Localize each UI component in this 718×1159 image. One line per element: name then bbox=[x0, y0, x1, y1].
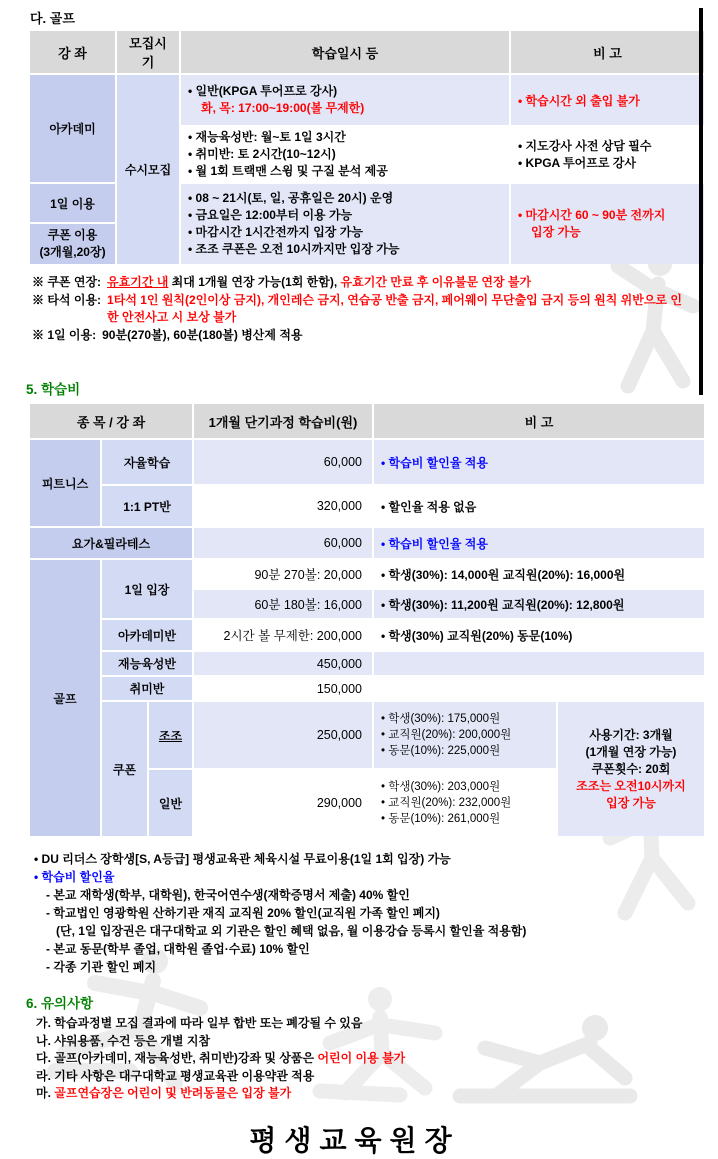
cell-price: 250,000 bbox=[194, 702, 372, 768]
cell-remark: • 학생(30%): 14,000원 교직원(20%): 16,000원 bbox=[374, 560, 704, 588]
cell-line: 입장 가능 bbox=[531, 225, 581, 239]
table-header-row bbox=[30, 404, 704, 438]
cell-line: • 08 ~ 21시(토, 일, 공휴일은 20시) 운영 bbox=[188, 191, 394, 205]
section-6-title: 6. 유의사항 bbox=[26, 996, 94, 1011]
cell-remark: • 할인율 적용 없음 bbox=[374, 486, 704, 526]
cell-line: 조조 bbox=[158, 728, 183, 743]
cell-line: • 금요일은 12:00부터 이용 가능 bbox=[188, 208, 353, 222]
header-course: 강 좌 bbox=[30, 31, 115, 73]
cell-course-hobby-class: 취미반 bbox=[102, 677, 192, 700]
note-part: 유효기간 내 bbox=[107, 275, 169, 289]
cell-schedule-general bbox=[181, 75, 509, 125]
cell-schedule-classes bbox=[181, 127, 509, 182]
cell-line: 화, 목: 17:00~19:00(볼 무제한) bbox=[201, 101, 365, 115]
note-coupon-extension bbox=[32, 274, 709, 291]
golf-notes bbox=[32, 274, 709, 344]
note-label: ※ 쿠폰 연장: bbox=[32, 275, 102, 289]
list-item: 가. 학습과정별 모집 결과에 따라 일부 합반 또는 폐강될 수 있음 bbox=[36, 1016, 363, 1030]
cell-remark-closing bbox=[511, 184, 704, 264]
cell-line: • 학생(30%): 203,000원 bbox=[381, 781, 501, 793]
note-booth-use bbox=[32, 292, 709, 326]
header-category: 종 목 / 강 좌 bbox=[30, 404, 192, 438]
cell-line: • 동문(10%): 225,000원 bbox=[381, 745, 501, 757]
header-remarks: 비 고 bbox=[374, 404, 704, 438]
note-part: 최대 1개월 연장 가능(1회 한함), bbox=[168, 275, 341, 289]
cell-recruit-anytime: 수시모집 bbox=[117, 75, 179, 264]
cell-remark: • 학생(30%): 11,200원 교직원(20%): 12,800원 bbox=[374, 590, 704, 618]
table-row bbox=[30, 560, 704, 588]
golf-schedule-table bbox=[28, 29, 706, 266]
table-row bbox=[30, 620, 704, 650]
cell-line: • 동문(10%): 261,000원 bbox=[381, 813, 501, 825]
list-item: (단, 1일 입장권은 대구대학교 외 기관은 할인 혜택 없음, 월 이용강습 등록시 할인율 적용함) bbox=[56, 924, 527, 938]
cell-line: • 지도강사 사전 상담 필수 bbox=[518, 138, 652, 153]
cell-line: • 마감시간 1시간전까지 입장 가능 bbox=[188, 225, 363, 239]
cell-line: • 교직원(20%): 200,000원 bbox=[381, 729, 512, 741]
section-5-title: 5. 학습비 bbox=[26, 382, 81, 397]
cell-category-fitness: 피트니스 bbox=[30, 440, 100, 526]
list-item: 라. 기타 사항은 대구대학교 평생교육관 이용약관 적용 bbox=[36, 1068, 315, 1083]
cell-price: 320,000 bbox=[194, 486, 372, 526]
cell-remark: • 학생(30%) 교직원(20%) 동문(10%) bbox=[374, 620, 704, 650]
cell-line: • 재능육성반: 월~토 1일 3시간 bbox=[188, 130, 346, 144]
cell-line: • 일반(KPGA 투어프로 강사) bbox=[188, 84, 338, 98]
discount-list bbox=[34, 850, 709, 976]
page-edge-line bbox=[699, 8, 703, 395]
cell-line: 입장 가능 bbox=[606, 795, 656, 810]
list-item: • 학습비 할인율 bbox=[34, 870, 115, 884]
cell-line: • 학생(30%): 175,000원 bbox=[381, 713, 501, 725]
table-row bbox=[30, 702, 704, 768]
list-item bbox=[36, 1085, 709, 1103]
notice-part: 골프연습장은 어린이 및 반려동물은 입장 불가 bbox=[54, 1086, 292, 1100]
cell-remark-discounts bbox=[374, 770, 556, 836]
list-item: - 본교 동문(학부 졸업, 대학원 졸업·수료) 10% 할인 bbox=[46, 942, 310, 956]
cell-price: 60,000 bbox=[194, 440, 372, 484]
note-label: ※ 타석 이용: bbox=[32, 293, 102, 307]
cell-schedule-hours bbox=[181, 184, 509, 264]
list-item: - 각종 기관 할인 폐지 bbox=[46, 960, 157, 974]
header-remarks: 비 고 bbox=[511, 31, 704, 73]
cell-coupon-usage bbox=[558, 702, 704, 836]
cell-line: 사용기간: 3개월 bbox=[589, 727, 673, 742]
cell-course-academy: 아카데미 bbox=[30, 75, 115, 182]
note-day-use bbox=[32, 327, 709, 344]
page bbox=[0, 8, 709, 1156]
table-header-row bbox=[30, 31, 704, 73]
table-row bbox=[30, 75, 704, 125]
header-tuition: 1개월 단기과정 학습비(원) bbox=[194, 404, 372, 438]
note-label: ※ 1일 이용: bbox=[32, 328, 97, 342]
note-text bbox=[107, 274, 682, 291]
cell-price: 290,000 bbox=[194, 770, 372, 836]
cell-line: 쿠폰횟수: 20회 bbox=[591, 761, 671, 776]
cell-remark: • 학습비 할인율 적용 bbox=[374, 528, 704, 558]
cell-course-coupon-use bbox=[30, 224, 115, 264]
table-row bbox=[30, 652, 704, 675]
cell-course-coupon: 쿠폰 bbox=[102, 702, 147, 836]
notice-part: 어린이 이용 불가 bbox=[317, 1051, 406, 1065]
section-c-title: 다. 골프 bbox=[30, 11, 75, 26]
header-schedule: 학습일시 등 bbox=[181, 31, 509, 73]
note-text: 90분(270볼), 60분(180볼) 병산제 적용 bbox=[102, 328, 303, 342]
cell-remark bbox=[374, 652, 704, 675]
table-row bbox=[30, 528, 704, 558]
list-item: 나. 샤워용품, 수건 등은 개별 지참 bbox=[36, 1033, 211, 1048]
cell-price: 60분 180볼: 16,000 bbox=[194, 590, 372, 618]
cell-course-early bbox=[149, 702, 192, 768]
cell-course-self-study: 자율학습 bbox=[102, 440, 192, 484]
cell-remark-instructor bbox=[511, 127, 704, 182]
director-title: 평생교육원장 bbox=[249, 1124, 460, 1156]
notice-part: 다. 골프(아카데미, 재능육성반, 취미반)강좌 및 상품은 bbox=[36, 1051, 318, 1065]
table-row bbox=[30, 677, 704, 700]
notice-part: 마. bbox=[36, 1086, 55, 1100]
cell-remark: • 학습비 할인율 적용 bbox=[374, 440, 704, 484]
cell-course-day-entry: 1일 입장 bbox=[102, 560, 192, 618]
table-row bbox=[30, 486, 704, 526]
cell-line: • 취미반: 토 2시간(10~12시) bbox=[188, 147, 336, 161]
cell-line: 쿠폰 이용 bbox=[47, 228, 98, 242]
cell-line: • 마감시간 60 ~ 90분 전까지 bbox=[518, 208, 666, 222]
list-item: • DU 리더스 장학생[S, A등급] 평생교육관 체육시설 무료이용(1일 1회 입장) 가능 bbox=[34, 852, 451, 866]
cell-remark bbox=[374, 677, 704, 700]
cell-remark-discounts bbox=[374, 702, 556, 768]
cell-price: 150,000 bbox=[194, 677, 372, 700]
cell-line: • KPGA 투어프로 강사 bbox=[518, 155, 636, 170]
cell-price: 2시간 볼 무제한: 200,000 bbox=[194, 620, 372, 650]
cell-line: • 교직원(20%): 232,000원 bbox=[381, 797, 512, 809]
cell-price: 90분 270볼: 20,000 bbox=[194, 560, 372, 588]
cell-line: 조조는 오전10시까지 bbox=[576, 778, 686, 793]
cell-remark-no-entry: • 학습시간 외 출입 불가 bbox=[511, 75, 704, 125]
tuition-table bbox=[28, 402, 706, 838]
list-item: - 학교법인 영광학원 산하기관 재직 교직원 20% 할인(교직원 가족 할인 폐지) bbox=[46, 906, 440, 920]
cell-course-pt: 1:1 PT반 bbox=[102, 486, 192, 526]
cell-line: • 월 1회 트랙맨 스윙 및 구질 분석 제공 bbox=[188, 164, 388, 178]
cell-category-golf: 골프 bbox=[30, 560, 100, 836]
cell-line: (1개월 연장 가능) bbox=[585, 744, 677, 759]
notice-list bbox=[36, 1015, 709, 1103]
cell-line: • 조조 쿠폰은 오전 10시까지만 입장 가능 bbox=[188, 242, 400, 256]
list-item: - 본교 재학생(학부, 대학원), 한국어연수생(재학증명서 제출) 40% 할인 bbox=[46, 888, 410, 902]
cell-course-general: 일반 bbox=[149, 770, 192, 836]
cell-price: 450,000 bbox=[194, 652, 372, 675]
cell-course-day-use: 1일 이용 bbox=[30, 184, 115, 222]
note-part: 유효기간 만료 후 이유불문 연장 불가 bbox=[340, 275, 532, 289]
table-row bbox=[30, 440, 704, 484]
cell-price: 60,000 bbox=[194, 528, 372, 558]
cell-line: (3개월,20장) bbox=[39, 245, 106, 259]
header-recruit-period: 모집시기 bbox=[117, 31, 179, 73]
list-item bbox=[36, 1050, 709, 1068]
note-text: 1타석 1인 원칙(2인이상 금지), 개인레슨 금지, 연습공 반출 금지, 페어웨이 무단출입 금지 등의 원칙 위반으로 인한 안전사고 시 보상 불가 bbox=[107, 293, 682, 324]
cell-category-yoga: 요가&필라테스 bbox=[30, 528, 192, 558]
cell-course-talent-class: 재능육성반 bbox=[102, 652, 192, 675]
cell-course-academy-class: 아카데미반 bbox=[102, 620, 192, 650]
